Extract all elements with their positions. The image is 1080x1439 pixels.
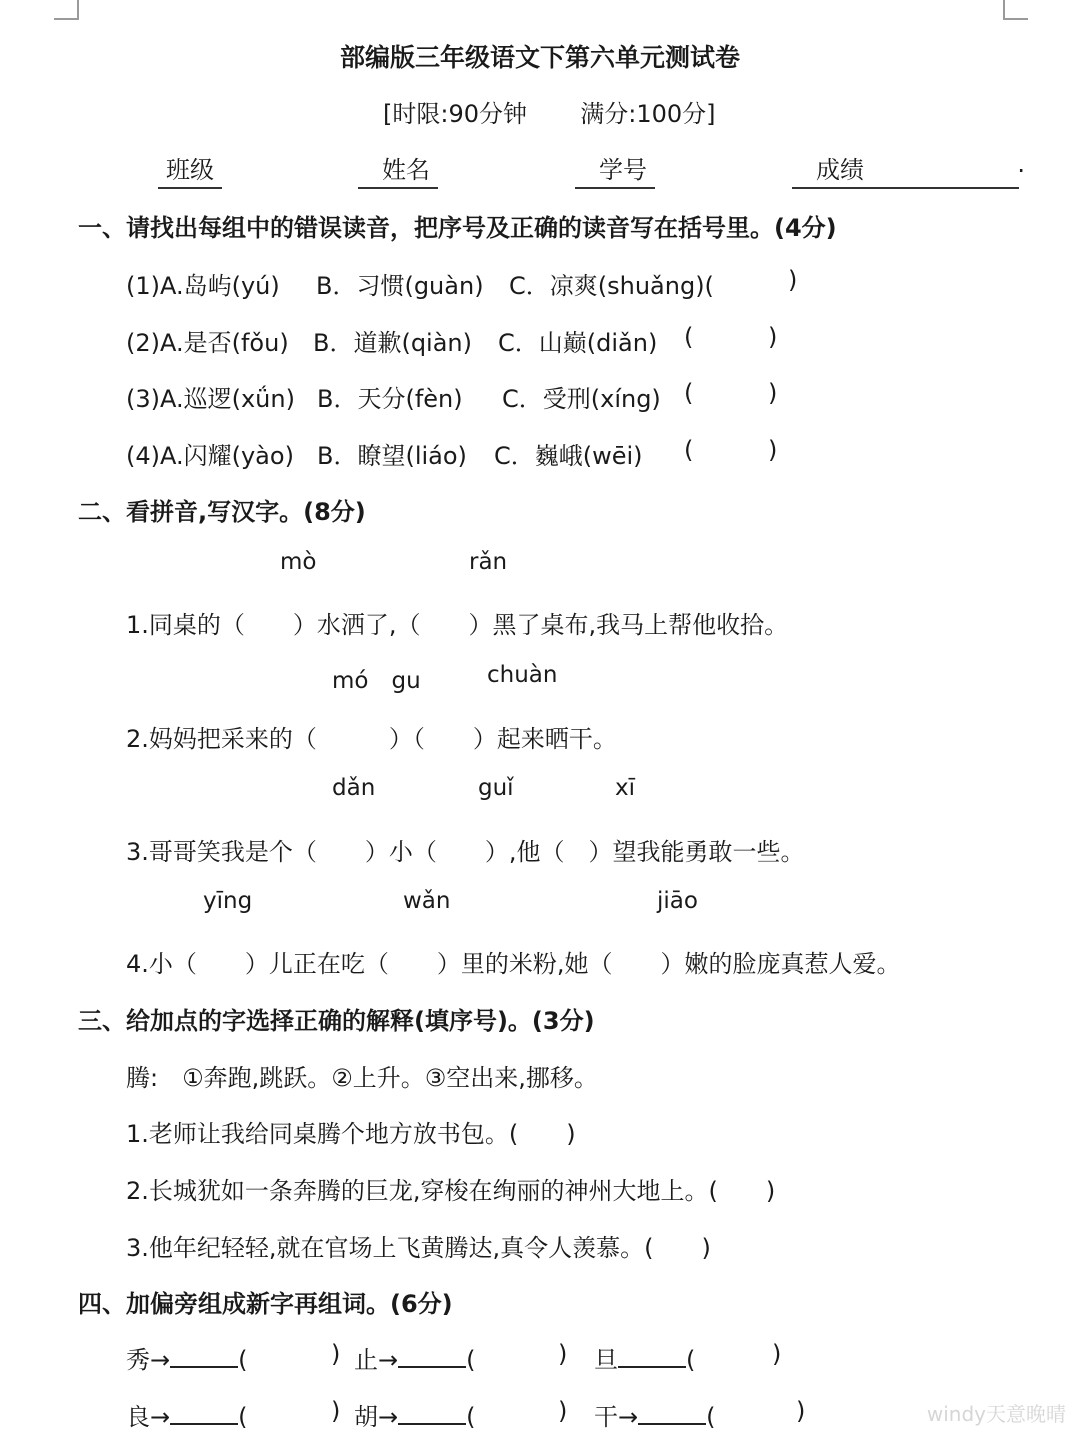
crop-mark-right-v	[1003, 0, 1005, 18]
blank-line[interactable]	[618, 1346, 686, 1368]
question-2-2[interactable]: 2.妈妈把采来的（ ）（ ）起来晒干。	[126, 725, 617, 753]
time-limit: [时限:90分钟	[383, 100, 527, 128]
pinyin: dǎn	[332, 775, 376, 801]
definition-line: 腾: ①奔跑,跳跃。②上升。③空出来,挪移。	[126, 1064, 598, 1092]
blank-line[interactable]	[638, 1403, 706, 1425]
score-field[interactable]	[792, 150, 1025, 189]
crop-mark-right-h	[1003, 18, 1028, 20]
answer-open[interactable]: (	[684, 323, 694, 351]
section-2-heading: 二、看拼音,写汉字。(8分)	[78, 498, 366, 526]
question-3-1[interactable]: 1.老师让我给同桌腾个地方放书包。( )	[126, 1120, 576, 1148]
radical-item[interactable]: 干→ (	[594, 1403, 716, 1431]
page-title: 部编版三年级语文下第六单元测试卷	[339, 43, 740, 72]
section-3-heading: 三、给加点的字选择正确的解释(填序号)。(3分)	[78, 1007, 595, 1035]
pinyin: mó gu	[332, 668, 421, 694]
full-score: 满分:100分]	[580, 100, 716, 128]
blank-line[interactable]	[170, 1346, 238, 1368]
pinyin: yīng	[203, 888, 253, 914]
answer-open[interactable]: (	[684, 436, 694, 464]
score-end-dot: .	[1017, 150, 1025, 178]
pinyin: jiāo	[657, 888, 698, 914]
student-number-field[interactable]: 学号	[575, 150, 655, 189]
answer-close[interactable]: )	[788, 266, 798, 294]
radical-item[interactable]: 良→ (	[126, 1403, 248, 1431]
exam-info	[383, 94, 716, 129]
question-2-1[interactable]: 1.同桌的（ ）水洒了,（ ）黑了桌布,我马上帮他收拾。	[126, 611, 789, 639]
score-label: 成绩	[816, 156, 864, 184]
answer-close[interactable]: )	[768, 436, 778, 464]
pinyin: wǎn	[403, 888, 451, 914]
pinyin: xī	[615, 775, 636, 801]
question-3-2[interactable]: 2.长城犹如一条奔腾的巨龙,穿梭在绚丽的神州大地上。( )	[126, 1177, 776, 1205]
pinyin: mò	[280, 549, 317, 575]
answer-close[interactable]: )	[768, 323, 778, 351]
blank-line[interactable]	[398, 1403, 466, 1425]
section-4-heading: 四、加偏旁组成新字再组词。(6分)	[78, 1290, 453, 1318]
blank-line[interactable]	[398, 1346, 466, 1368]
radical-item[interactable]: 旦 (	[594, 1346, 696, 1374]
name-field[interactable]: 姓名	[358, 150, 438, 189]
watermark: windy天意晚晴	[926, 1402, 1066, 1426]
question-3-3[interactable]: 3.他年纪轻轻,就在官场上飞黄腾达,真令人羡慕。( )	[126, 1234, 711, 1262]
crop-mark-left-h	[54, 18, 79, 20]
radical-item[interactable]: 止→ (	[354, 1346, 476, 1374]
section-1-heading: 一、请找出每组中的错误读音，把序号及正确的读音写在括号里。(4分)	[78, 214, 837, 242]
question-2-4[interactable]: 4.小（ ）儿正在吃（ ）里的米粉,她（ ）嫩的脸庞真惹人爱。	[126, 950, 901, 978]
pinyin: chuàn	[487, 662, 558, 688]
answer-open[interactable]: (	[684, 379, 694, 407]
answer-close[interactable]: )	[768, 379, 778, 407]
pinyin: rǎn	[469, 549, 508, 575]
radical-item[interactable]: 秀→ (	[126, 1346, 248, 1374]
pinyin: guǐ	[478, 775, 514, 801]
crop-mark-left-v	[77, 0, 79, 18]
class-field[interactable]: 班级	[158, 150, 222, 189]
radical-item[interactable]: 胡→ (	[354, 1403, 476, 1431]
blank-line[interactable]	[170, 1403, 238, 1425]
question-2-3[interactable]: 3.哥哥笑我是个（ ）小（ ）,他（ ）望我能勇敢一些。	[126, 838, 805, 866]
